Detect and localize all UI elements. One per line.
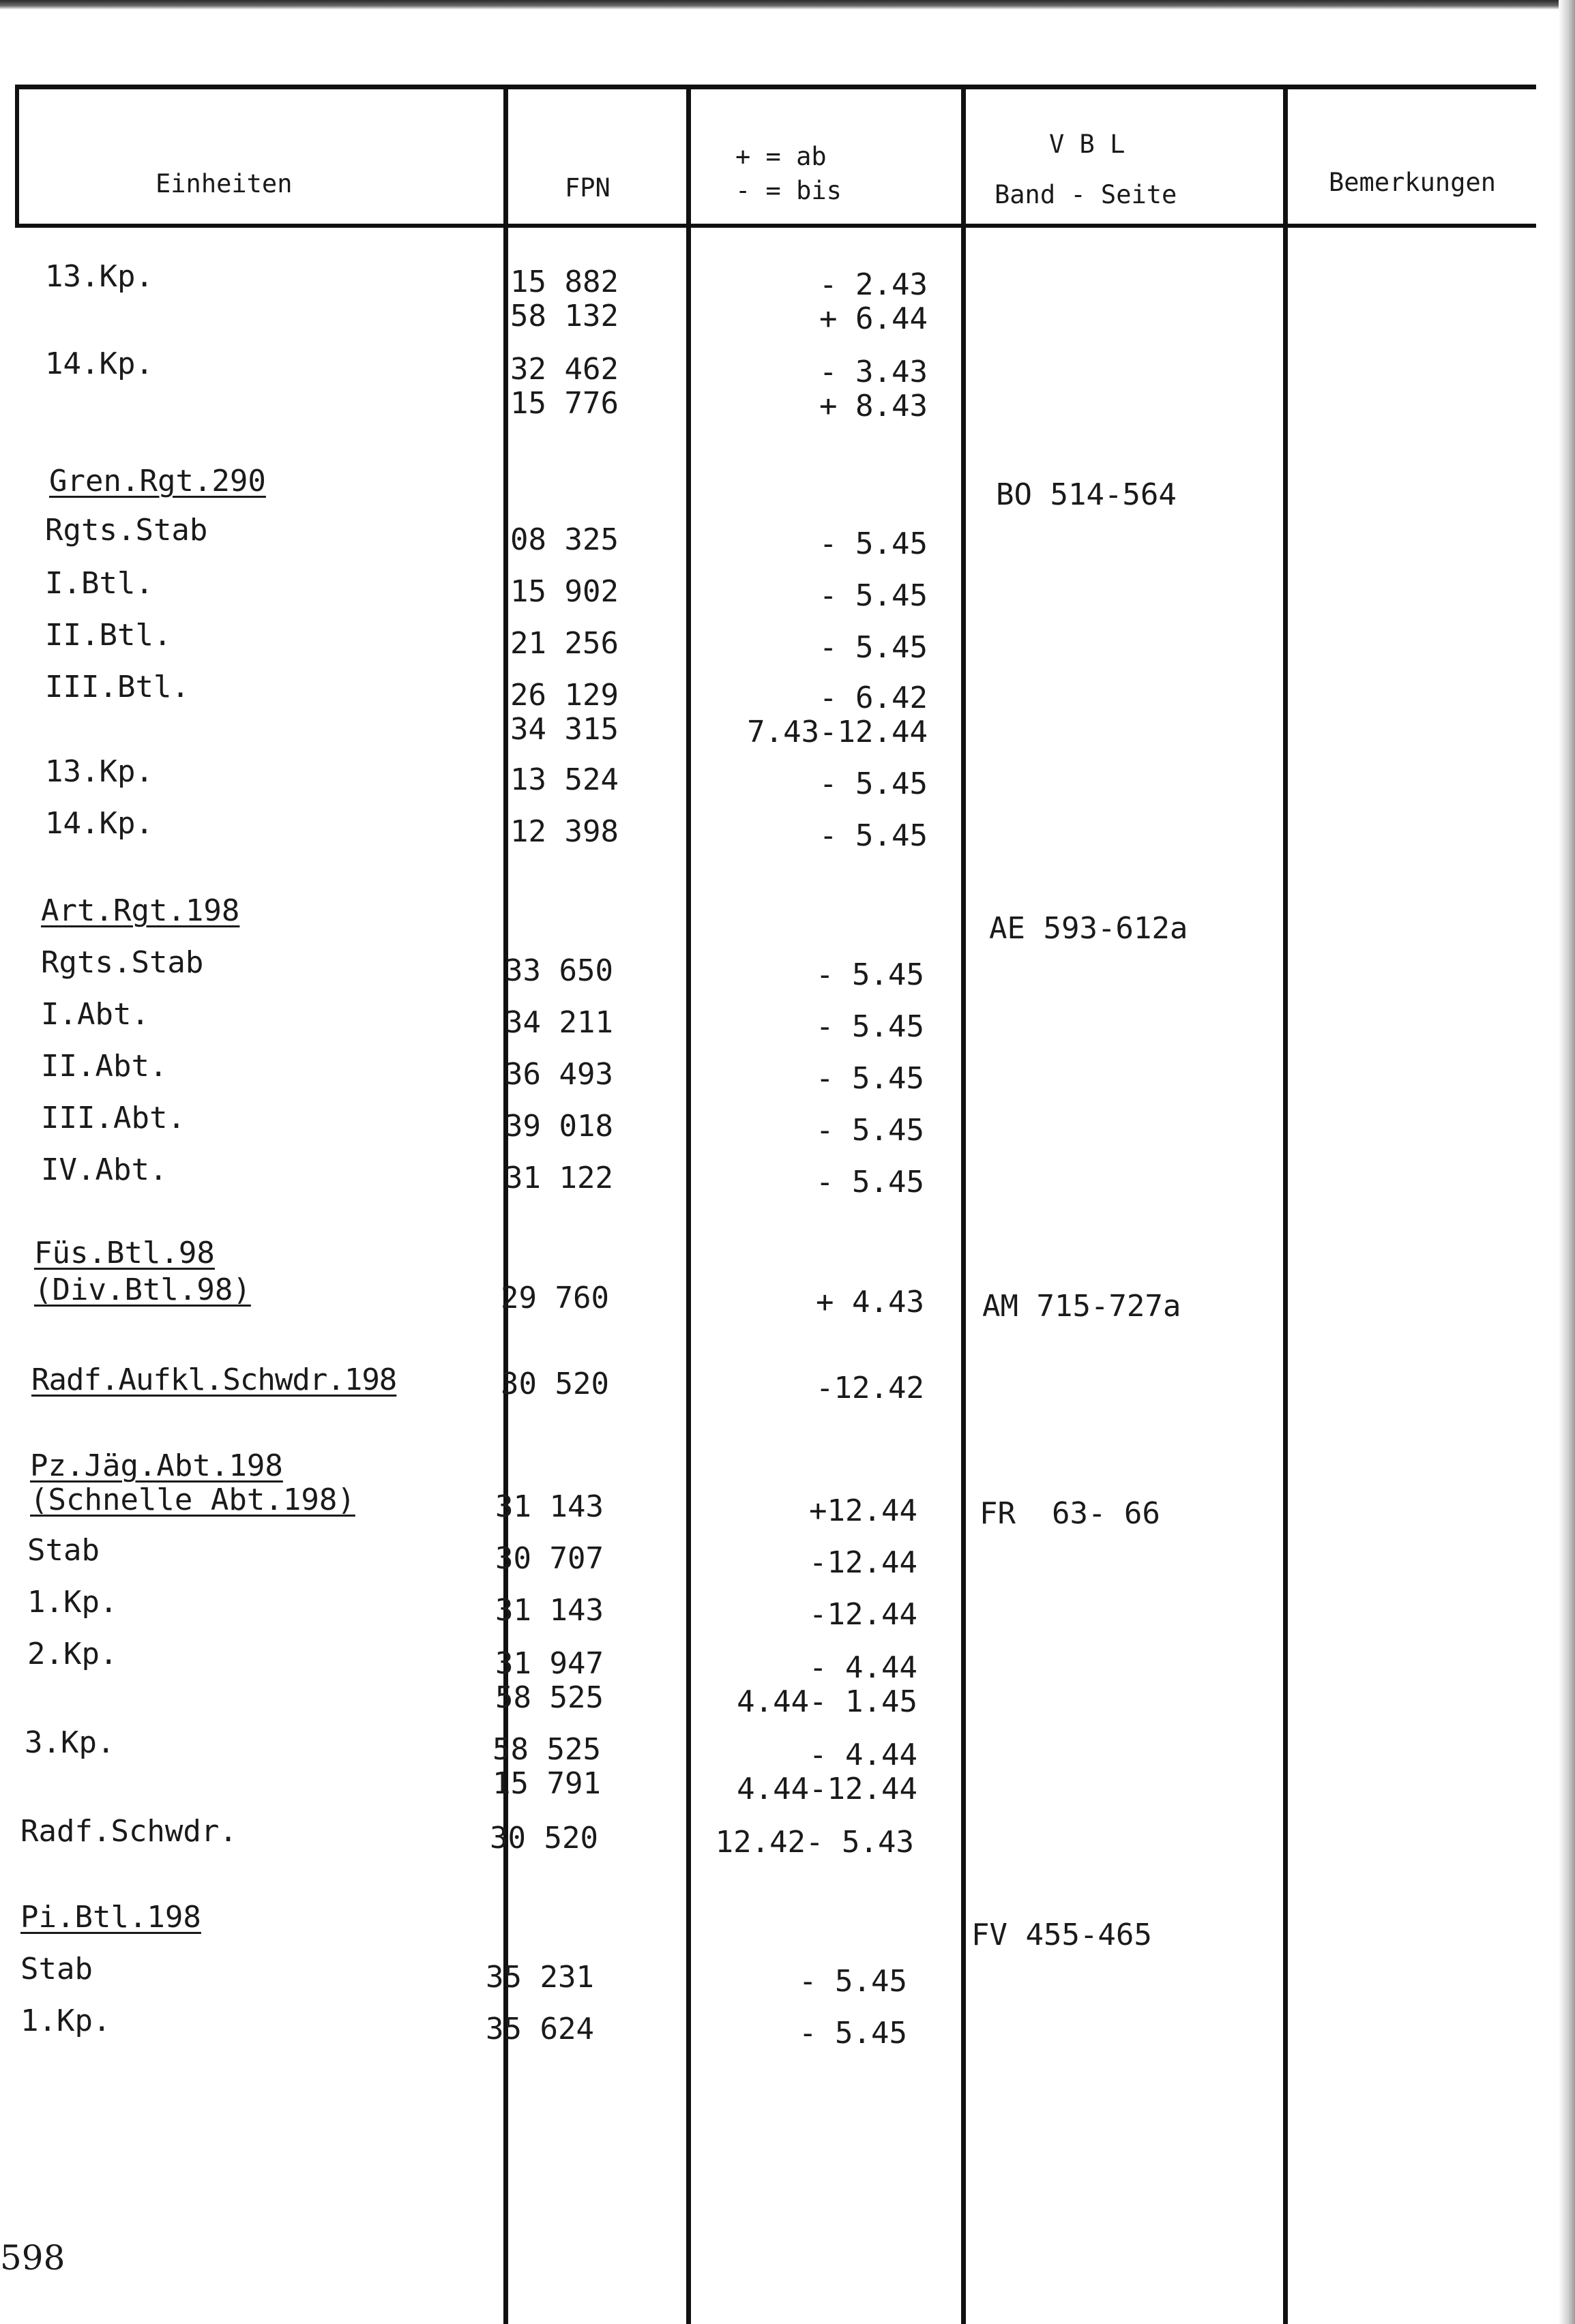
date-range: - 5.45 [816, 1165, 924, 1200]
fpn-value: 31 947 [495, 1646, 604, 1681]
vbl-reference: AM 715-727a [982, 1289, 1181, 1324]
table-top-rule [15, 85, 1536, 89]
date-range: -12.42 [816, 1371, 924, 1405]
fpn-value: 31 143 [495, 1593, 604, 1628]
date-range: - 6.42 [819, 681, 928, 715]
unit-label: 14.Kp. [45, 346, 153, 381]
unit-label: Rgts.Stab [45, 513, 208, 548]
page-number: 598 [0, 2238, 65, 2278]
date-range: -12.44 [809, 1597, 917, 1632]
fpn-value: 36 493 [505, 1057, 613, 1092]
unit-label: I.Btl. [45, 566, 153, 601]
date-range: - 3.43 [819, 355, 928, 389]
date-range: -12.44 [809, 1545, 917, 1580]
date-range: - 5.45 [816, 957, 924, 992]
date-range: - 5.45 [819, 578, 928, 613]
date-range: - 4.44 [809, 1738, 917, 1772]
vbl-reference: FV 455-465 [971, 1918, 1152, 1952]
header-fpn: FPN [565, 173, 610, 203]
date-range: - 5.45 [799, 1964, 907, 1999]
header-bis: - = bis [735, 176, 842, 205]
unit-heading: Pi.Btl.198 [20, 1900, 201, 1935]
fpn-value: 58 132 [510, 299, 619, 333]
unit-label: 1.Kp. [27, 1585, 118, 1620]
table-left-rule [15, 85, 19, 228]
fpn-value: 34 211 [505, 1005, 613, 1040]
unit-label: Radf.Schwdr. [20, 1814, 237, 1849]
unit-label: I.Abt. [41, 997, 149, 1032]
date-range: + 6.44 [819, 301, 928, 336]
date-range: 4.44- 1.45 [737, 1684, 917, 1719]
column-rule-4 [1283, 85, 1288, 2324]
unit-label: III.Btl. [45, 670, 190, 704]
date-range: - 5.45 [816, 1061, 924, 1096]
unit-heading: Art.Rgt.198 [41, 893, 240, 928]
unit-heading-sub: (Schnelle Abt.198) [30, 1483, 355, 1517]
date-range: + 8.43 [819, 389, 928, 423]
unit-heading-sub: (Div.Btl.98) [34, 1272, 251, 1307]
column-rule-3 [961, 85, 966, 2324]
fpn-value: 31 122 [505, 1161, 613, 1195]
fpn-value: 26 129 [510, 678, 619, 713]
header-einheiten: Einheiten [156, 169, 293, 198]
unit-heading: Radf.Aufkl.Schwdr.198 [31, 1362, 397, 1397]
unit-label: 13.Kp. [45, 754, 153, 789]
unit-heading: Füs.Btl.98 [34, 1236, 215, 1270]
vbl-reference: BO 514-564 [996, 477, 1177, 512]
date-range: +12.44 [809, 1493, 917, 1528]
fpn-value: 15 902 [510, 574, 619, 609]
scan-top-edge [0, 0, 1575, 10]
fpn-value: 08 325 [510, 522, 619, 557]
fpn-value: 35 624 [486, 2012, 594, 2046]
unit-label: II.Abt. [41, 1049, 168, 1084]
unit-label: II.Btl. [45, 618, 172, 653]
fpn-value: 30 707 [495, 1541, 604, 1576]
vbl-reference: FR 63- 66 [980, 1496, 1160, 1531]
date-range: - 5.45 [819, 766, 928, 801]
fpn-value: 15 882 [510, 265, 619, 299]
fpn-value: 39 018 [505, 1109, 613, 1144]
date-range: - 5.45 [816, 1009, 924, 1044]
header-band-seite: Band - Seite [995, 180, 1177, 209]
fpn-value: 32 462 [510, 352, 619, 387]
fpn-value: 31 143 [495, 1489, 604, 1524]
scan-right-edge [1559, 0, 1575, 2324]
fpn-value: 34 315 [510, 712, 619, 747]
fpn-value: 13 524 [510, 762, 619, 797]
fpn-value: 21 256 [510, 626, 619, 661]
unit-label: 3.Kp. [25, 1725, 115, 1760]
unit-label: 2.Kp. [27, 1637, 118, 1671]
date-range: - 4.44 [809, 1650, 917, 1685]
fpn-value: 58 525 [492, 1732, 601, 1767]
date-range: + 4.43 [816, 1285, 924, 1320]
fpn-value: 12 398 [510, 814, 619, 849]
unit-heading: Gren.Rgt.290 [49, 464, 266, 498]
fpn-value: 33 650 [505, 953, 613, 988]
unit-label: III.Abt. [41, 1101, 186, 1135]
date-range: - 2.43 [819, 267, 928, 302]
date-range: - 5.45 [816, 1113, 924, 1148]
fpn-value: 15 791 [492, 1766, 601, 1801]
date-range: 4.44-12.44 [737, 1772, 917, 1806]
header-ab: + = ab [735, 142, 827, 171]
date-range: 7.43-12.44 [747, 715, 928, 749]
fpn-value: 35 231 [486, 1960, 594, 1995]
unit-label: IV.Abt. [41, 1152, 168, 1187]
unit-heading: Pz.Jäg.Abt.198 [30, 1448, 283, 1483]
unit-label: Stab [27, 1533, 100, 1568]
header-vbl: V B L [1049, 130, 1125, 159]
fpn-value: 29 760 [501, 1281, 609, 1315]
date-range: 12.42- 5.43 [715, 1825, 914, 1860]
date-range: - 5.45 [819, 526, 928, 561]
header-bemerkungen: Bemerkungen [1329, 168, 1497, 197]
unit-label: Rgts.Stab [41, 945, 204, 980]
fpn-value: 58 525 [495, 1680, 604, 1715]
date-range: - 5.45 [819, 818, 928, 853]
unit-label: 13.Kp. [45, 259, 153, 294]
unit-label: Stab [20, 1952, 93, 1986]
fpn-value: 30 520 [490, 1821, 598, 1856]
date-range: - 5.45 [819, 630, 928, 665]
date-range: - 5.45 [799, 2016, 907, 2051]
fpn-value: 30 520 [501, 1367, 609, 1401]
vbl-reference: AE 593-612a [989, 911, 1188, 946]
unit-label: 1.Kp. [20, 2003, 111, 2038]
header-bottom-rule [15, 224, 1536, 228]
unit-label: 14.Kp. [45, 806, 153, 841]
fpn-value: 15 776 [510, 386, 619, 421]
